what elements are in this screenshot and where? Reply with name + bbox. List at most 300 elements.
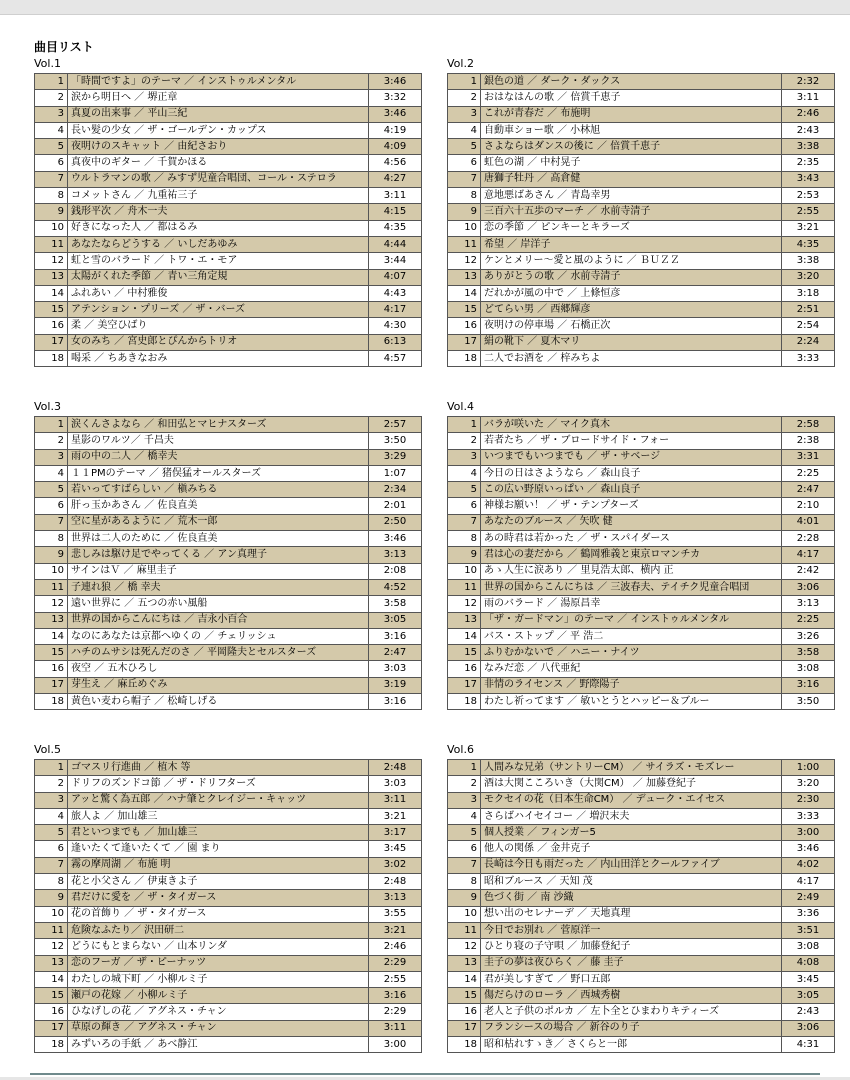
track-number: 10 — [35, 906, 68, 922]
track-title: 昭和ブルース ／ 天知 茂 — [481, 874, 782, 890]
track-number: 5 — [448, 139, 481, 155]
track-duration: 4:57 — [369, 351, 422, 367]
track-title: 世界の国からこんにちは ／ 三波春夫、テイチク児童合唱団 — [481, 579, 782, 595]
track-title: 空に星があるように ／ 荒木一郎 — [68, 514, 369, 530]
table-row — [448, 106, 835, 122]
track-number: 5 — [35, 482, 68, 498]
track-number: 1 — [448, 760, 481, 776]
track-number: 13 — [35, 955, 68, 971]
volume-2 — [447, 57, 833, 367]
track-title: 柔 ／ 美空ひばり — [68, 318, 369, 334]
track-duration: 3:29 — [369, 449, 422, 465]
table-row — [35, 841, 422, 857]
track-number: 18 — [35, 694, 68, 710]
table-row — [35, 302, 422, 318]
track-title: 君だけに愛を ／ ザ・タイガース — [68, 890, 369, 906]
track-duration: 3:18 — [782, 285, 835, 301]
track-duration: 3:32 — [369, 90, 422, 106]
track-duration: 2:38 — [782, 433, 835, 449]
track-number: 18 — [448, 1037, 481, 1053]
table-row — [35, 90, 422, 106]
volume-label: Vol.4 — [447, 400, 474, 413]
track-duration: 2:57 — [369, 417, 422, 433]
track-title: 花の首飾り ／ ザ・タイガース — [68, 906, 369, 922]
track-duration: 3:44 — [369, 253, 422, 269]
volume-label: Vol.6 — [447, 743, 474, 756]
track-duration: 3:21 — [369, 808, 422, 824]
track-number: 6 — [448, 155, 481, 171]
track-title: 好きになった人 ／ 都はるみ — [68, 220, 369, 236]
table-row — [448, 563, 835, 579]
track-duration: 2:29 — [369, 955, 422, 971]
track-title: 夜明けのスキャット ／ 由紀さおり — [68, 139, 369, 155]
track-title: ふれあい ／ 中村雅俊 — [68, 285, 369, 301]
track-number: 10 — [35, 220, 68, 236]
table-row — [35, 661, 422, 677]
track-number: 2 — [448, 433, 481, 449]
track-title: 今日でお別れ ／ 菅原洋一 — [481, 922, 782, 938]
track-duration: 2:50 — [369, 514, 422, 530]
table-row — [448, 351, 835, 367]
table-row — [35, 955, 422, 971]
table-row — [35, 906, 422, 922]
table-row — [448, 939, 835, 955]
track-number: 3 — [448, 106, 481, 122]
table-row — [35, 694, 422, 710]
track-number: 15 — [35, 988, 68, 1004]
table-row — [35, 874, 422, 890]
track-number: 13 — [35, 612, 68, 628]
track-duration: 4:08 — [782, 955, 835, 971]
track-title: １１PMのテーマ ／ 猪俣猛オールスターズ — [68, 465, 369, 481]
track-number: 9 — [35, 890, 68, 906]
track-duration: 4:27 — [369, 171, 422, 187]
track-duration: 3:13 — [369, 890, 422, 906]
track-title: 霧の摩周湖 ／ 布施 明 — [68, 857, 369, 873]
track-title: 老人と子供のポルカ ／ 左卜全とひまわりキティーズ — [481, 1004, 782, 1020]
table-row — [448, 825, 835, 841]
track-duration: 4:09 — [369, 139, 422, 155]
table-row — [35, 106, 422, 122]
table-row — [35, 171, 422, 187]
track-number: 8 — [35, 531, 68, 547]
track-number: 15 — [448, 645, 481, 661]
table-row — [35, 531, 422, 547]
track-title: 黄色い麦わら帽子 ／ 松崎しげる — [68, 694, 369, 710]
table-row — [448, 514, 835, 530]
track-number: 12 — [35, 596, 68, 612]
track-duration: 3:00 — [782, 825, 835, 841]
table-row — [35, 318, 422, 334]
track-title: なみだ恋 ／ 八代亜紀 — [481, 661, 782, 677]
track-title: 恋の季節 ／ ピンキーとキラーズ — [481, 220, 782, 236]
track-table — [447, 73, 835, 367]
track-title: バス・ストップ ／ 平 浩二 — [481, 628, 782, 644]
track-number: 1 — [448, 74, 481, 90]
track-title: 夜空 ／ 五木ひろし — [68, 661, 369, 677]
track-duration: 3:45 — [782, 971, 835, 987]
track-title: 「時間ですよ」のテーマ ／ インストゥルメンタル — [68, 74, 369, 90]
track-duration: 2:55 — [369, 971, 422, 987]
volume-6 — [447, 743, 833, 1053]
track-title: あの時君は若かった ／ ザ・スパイダース — [481, 531, 782, 547]
track-number: 13 — [35, 269, 68, 285]
track-number: 3 — [35, 792, 68, 808]
track-duration: 3:00 — [369, 1037, 422, 1053]
table-row — [448, 547, 835, 563]
track-duration: 2:24 — [782, 334, 835, 350]
table-row — [35, 628, 422, 644]
track-duration: 2:29 — [369, 1004, 422, 1020]
track-duration: 3:21 — [782, 220, 835, 236]
track-duration: 4:43 — [369, 285, 422, 301]
table-row — [35, 760, 422, 776]
track-duration: 3:36 — [782, 906, 835, 922]
table-row — [448, 1037, 835, 1053]
table-row — [448, 596, 835, 612]
table-row — [448, 971, 835, 987]
track-duration: 2:43 — [782, 1004, 835, 1020]
track-duration: 4:07 — [369, 269, 422, 285]
table-row — [35, 1037, 422, 1053]
track-duration: 3:38 — [782, 253, 835, 269]
bottom-divider — [30, 1073, 820, 1075]
track-title: 個人授業 ／ フィンガー5 — [481, 825, 782, 841]
track-duration: 3:03 — [369, 661, 422, 677]
track-table — [34, 73, 422, 367]
track-title: 銀色の道 ／ ダーク・ダックス — [481, 74, 782, 90]
track-number: 11 — [35, 922, 68, 938]
track-number: 14 — [35, 971, 68, 987]
table-row — [35, 988, 422, 1004]
track-number: 12 — [448, 253, 481, 269]
track-title: 他人の関係 ／ 金井克子 — [481, 841, 782, 857]
track-title: ひなげしの花 ／ アグネス・チャン — [68, 1004, 369, 1020]
track-title: 長い髪の少女 ／ ザ・ゴールデン・カップス — [68, 122, 369, 138]
track-duration: 2:48 — [369, 760, 422, 776]
track-number: 15 — [448, 988, 481, 1004]
track-number: 8 — [35, 874, 68, 890]
track-duration: 3:58 — [782, 645, 835, 661]
track-title: おはなはんの歌 ／ 倍賞千恵子 — [481, 90, 782, 106]
track-number: 10 — [35, 563, 68, 579]
track-duration: 3:50 — [782, 694, 835, 710]
track-number: 16 — [35, 661, 68, 677]
track-number: 2 — [448, 776, 481, 792]
table-row — [448, 417, 835, 433]
track-duration: 2:48 — [369, 874, 422, 890]
track-duration: 3:06 — [782, 1020, 835, 1036]
track-number: 16 — [448, 661, 481, 677]
track-title: 芽生え ／ 麻丘めぐみ — [68, 677, 369, 693]
track-number: 3 — [448, 449, 481, 465]
track-title: 太陽がくれた季節 ／ 青い三角定規 — [68, 269, 369, 285]
track-duration: 2:32 — [782, 74, 835, 90]
track-title: フランシースの場合 ／ 新谷のり子 — [481, 1020, 782, 1036]
track-title: わたしの城下町 ／ 小柳ルミ子 — [68, 971, 369, 987]
track-number: 17 — [448, 1020, 481, 1036]
track-duration: 4:17 — [782, 874, 835, 890]
track-title: 瀬戸の花嫁 ／ 小柳ルミ子 — [68, 988, 369, 1004]
track-duration: 2:53 — [782, 188, 835, 204]
track-duration: 3:46 — [782, 841, 835, 857]
table-row — [448, 122, 835, 138]
track-duration: 1:07 — [369, 465, 422, 481]
table-row — [35, 514, 422, 530]
table-row — [448, 1020, 835, 1036]
track-duration: 2:25 — [782, 612, 835, 628]
track-title: この広い野原いっぱい ／ 森山良子 — [481, 482, 782, 498]
track-duration: 2:47 — [782, 482, 835, 498]
track-duration: 2:01 — [369, 498, 422, 514]
track-number: 2 — [35, 776, 68, 792]
track-title: 唐獅子牡丹 ／ 高倉健 — [481, 171, 782, 187]
track-title: 悲しみは駆け足でやってくる ／ アン真理子 — [68, 547, 369, 563]
track-duration: 3:55 — [369, 906, 422, 922]
track-title: 花と小父さん ／ 伊東きよ子 — [68, 874, 369, 890]
table-row — [35, 449, 422, 465]
table-row — [448, 988, 835, 1004]
track-duration: 3:26 — [782, 628, 835, 644]
track-title: どてらい男 ／ 西郷輝彦 — [481, 302, 782, 318]
track-title: 恋のフーガ ／ ザ・ピーナッツ — [68, 955, 369, 971]
track-table — [34, 416, 422, 710]
table-row — [448, 139, 835, 155]
table-row — [448, 792, 835, 808]
track-duration: 3:58 — [369, 596, 422, 612]
track-number: 11 — [448, 579, 481, 595]
track-number: 10 — [448, 563, 481, 579]
volume-1 — [34, 57, 420, 367]
track-duration: 3:46 — [369, 74, 422, 90]
track-number: 17 — [35, 1020, 68, 1036]
track-number: 7 — [35, 171, 68, 187]
table-row — [35, 139, 422, 155]
table-row — [448, 694, 835, 710]
track-duration: 3:19 — [369, 677, 422, 693]
track-title: 真夏の出来事 ／ 平山三紀 — [68, 106, 369, 122]
track-number: 10 — [448, 906, 481, 922]
track-title: さらばハイセイコー ／ 増沢末夫 — [481, 808, 782, 824]
track-duration: 4:17 — [369, 302, 422, 318]
table-row — [448, 661, 835, 677]
track-title: 圭子の夢は夜ひらく ／ 藤 圭子 — [481, 955, 782, 971]
track-title: 子連れ狼 ／ 橋 幸夫 — [68, 579, 369, 595]
track-title: 非情のライセンス ／ 野際陽子 — [481, 677, 782, 693]
track-title: 雨のバラード ／ 湯原昌幸 — [481, 596, 782, 612]
track-duration: 2:42 — [782, 563, 835, 579]
volume-3 — [34, 400, 420, 710]
table-row — [448, 760, 835, 776]
table-row — [448, 171, 835, 187]
track-duration: 3:11 — [782, 90, 835, 106]
table-row — [448, 841, 835, 857]
track-title: 肝っ玉かあさん ／ 佐良直美 — [68, 498, 369, 514]
track-title: 色づく街 ／ 南 沙織 — [481, 890, 782, 906]
track-number: 8 — [35, 188, 68, 204]
track-title: 虹色の湖 ／ 中村晃子 — [481, 155, 782, 171]
track-number: 12 — [35, 253, 68, 269]
track-number: 14 — [448, 628, 481, 644]
table-row — [448, 776, 835, 792]
track-number: 3 — [448, 792, 481, 808]
table-row — [35, 482, 422, 498]
table-row — [448, 285, 835, 301]
track-number: 7 — [35, 857, 68, 873]
track-number: 4 — [35, 465, 68, 481]
track-title: 虹と雪のバラード ／ トワ・エ・モア — [68, 253, 369, 269]
track-number: 18 — [35, 351, 68, 367]
table-row — [35, 269, 422, 285]
track-number: 1 — [35, 760, 68, 776]
track-number: 6 — [35, 498, 68, 514]
track-duration: 3:20 — [782, 776, 835, 792]
table-row — [448, 465, 835, 481]
table-row — [448, 253, 835, 269]
track-number: 17 — [448, 677, 481, 693]
track-title: アッと驚く為五郎 ／ ハナ肇とクレイジー・キャッツ — [68, 792, 369, 808]
table-row — [448, 1004, 835, 1020]
track-title: どうにもとまらない ／ 山本リンダ — [68, 939, 369, 955]
volume-label: Vol.2 — [447, 57, 474, 70]
track-number: 9 — [35, 204, 68, 220]
table-row — [448, 269, 835, 285]
track-title: 銭形平次 ／ 舟木一夫 — [68, 204, 369, 220]
track-title: ハチのムサシは死んだのさ ／ 平岡隆夫とセルスターズ — [68, 645, 369, 661]
track-duration: 4:35 — [369, 220, 422, 236]
track-number: 5 — [448, 482, 481, 498]
track-table — [447, 416, 835, 710]
track-title: サインはＶ ／ 麻里圭子 — [68, 563, 369, 579]
track-duration: 2:54 — [782, 318, 835, 334]
track-title: 星影のワルツ／ 千昌夫 — [68, 433, 369, 449]
table-row — [448, 498, 835, 514]
table-row — [35, 857, 422, 873]
table-row — [35, 351, 422, 367]
track-duration: 3:46 — [369, 531, 422, 547]
track-number: 12 — [448, 939, 481, 955]
track-duration: 3:50 — [369, 433, 422, 449]
track-title: ふりむかないで ／ ハニー・ナイツ — [481, 645, 782, 661]
track-duration: 2:34 — [369, 482, 422, 498]
track-title: 雨の中の二人 ／ 橋幸夫 — [68, 449, 369, 465]
track-duration: 2:47 — [369, 645, 422, 661]
track-duration: 2:28 — [782, 531, 835, 547]
table-row — [448, 334, 835, 350]
track-number: 5 — [35, 139, 68, 155]
table-row — [448, 955, 835, 971]
track-title: 世界の国からこんにちは ／ 吉永小百合 — [68, 612, 369, 628]
track-number: 18 — [35, 1037, 68, 1053]
track-duration: 3:11 — [369, 1020, 422, 1036]
table-row — [35, 74, 422, 90]
track-duration: 3:11 — [369, 792, 422, 808]
track-duration: 3:11 — [369, 188, 422, 204]
track-title: 傷だらけのローラ ／ 西城秀樹 — [481, 988, 782, 1004]
track-title: 自動車ショー歌 ／ 小林旭 — [481, 122, 782, 138]
track-duration: 2:51 — [782, 302, 835, 318]
table-row — [448, 188, 835, 204]
track-title: 草原の輝き ／ アグネス・チャン — [68, 1020, 369, 1036]
track-number: 16 — [35, 1004, 68, 1020]
table-row — [35, 612, 422, 628]
track-title: 危険なふたり／ 沢田研二 — [68, 922, 369, 938]
track-title: 今日の日はさようなら ／ 森山良子 — [481, 465, 782, 481]
track-duration: 3:38 — [782, 139, 835, 155]
table-row — [448, 612, 835, 628]
table-row — [35, 645, 422, 661]
table-row — [448, 302, 835, 318]
track-title: 真夜中のギター ／ 千賀かほる — [68, 155, 369, 171]
track-title: さよならはダンスの後に ／ 倍賞千恵子 — [481, 139, 782, 155]
track-duration: 1:00 — [782, 760, 835, 776]
track-duration: 3:06 — [782, 579, 835, 595]
track-number: 8 — [448, 188, 481, 204]
track-title: 二人でお酒を ／ 梓みちよ — [481, 351, 782, 367]
track-title: 君といつまでも ／ 加山雄三 — [68, 825, 369, 841]
track-duration: 3:05 — [369, 612, 422, 628]
table-row — [448, 857, 835, 873]
table-row — [35, 285, 422, 301]
table-row — [35, 776, 422, 792]
track-duration: 4:44 — [369, 236, 422, 252]
track-number: 11 — [35, 579, 68, 595]
track-title: ウルトラマンの歌 ／ みすず児童合唱団、コール・ステロラ — [68, 171, 369, 187]
table-row — [35, 188, 422, 204]
track-title: 絹の靴下 ／ 夏木マリ — [481, 334, 782, 350]
table-row — [448, 236, 835, 252]
table-row — [448, 890, 835, 906]
track-number: 13 — [448, 955, 481, 971]
table-row — [35, 122, 422, 138]
table-row — [35, 563, 422, 579]
track-duration: 2:46 — [782, 106, 835, 122]
track-title: 神様お願い！ ／ ザ・テンプターズ — [481, 498, 782, 514]
track-number: 17 — [35, 677, 68, 693]
track-title: 酒は大関こころいき（大関CM） ／ 加藤登紀子 — [481, 776, 782, 792]
table-row — [448, 433, 835, 449]
track-duration: 3:16 — [782, 677, 835, 693]
track-title: 君は心の妻だから ／ 鶴岡雅義と東京ロマンチカ — [481, 547, 782, 563]
track-duration: 4:15 — [369, 204, 422, 220]
track-number: 8 — [448, 531, 481, 547]
track-number: 16 — [448, 1004, 481, 1020]
table-row — [35, 971, 422, 987]
table-row — [35, 465, 422, 481]
track-number: 9 — [448, 547, 481, 563]
track-title: 涙くんさよなら ／ 和田弘とマヒナスターズ — [68, 417, 369, 433]
table-row — [35, 547, 422, 563]
table-row — [448, 449, 835, 465]
track-number: 5 — [448, 825, 481, 841]
track-number: 15 — [35, 645, 68, 661]
track-title: 意地悪ばあさん ／ 青島幸男 — [481, 188, 782, 204]
track-title: いつまでもいつまでも ／ ザ・サベージ — [481, 449, 782, 465]
track-duration: 2:43 — [782, 122, 835, 138]
table-row — [448, 482, 835, 498]
table-row — [35, 939, 422, 955]
track-number: 4 — [35, 122, 68, 138]
track-title: 若いってすばらしい ／ 槇みちる — [68, 482, 369, 498]
track-number: 12 — [448, 596, 481, 612]
track-number: 2 — [448, 90, 481, 106]
table-row — [448, 906, 835, 922]
track-duration: 3:03 — [369, 776, 422, 792]
track-duration: 2:30 — [782, 792, 835, 808]
track-table — [447, 759, 835, 1053]
track-duration: 4:56 — [369, 155, 422, 171]
track-title: 昭和枯れすゝき／ さくらと一郎 — [481, 1037, 782, 1053]
